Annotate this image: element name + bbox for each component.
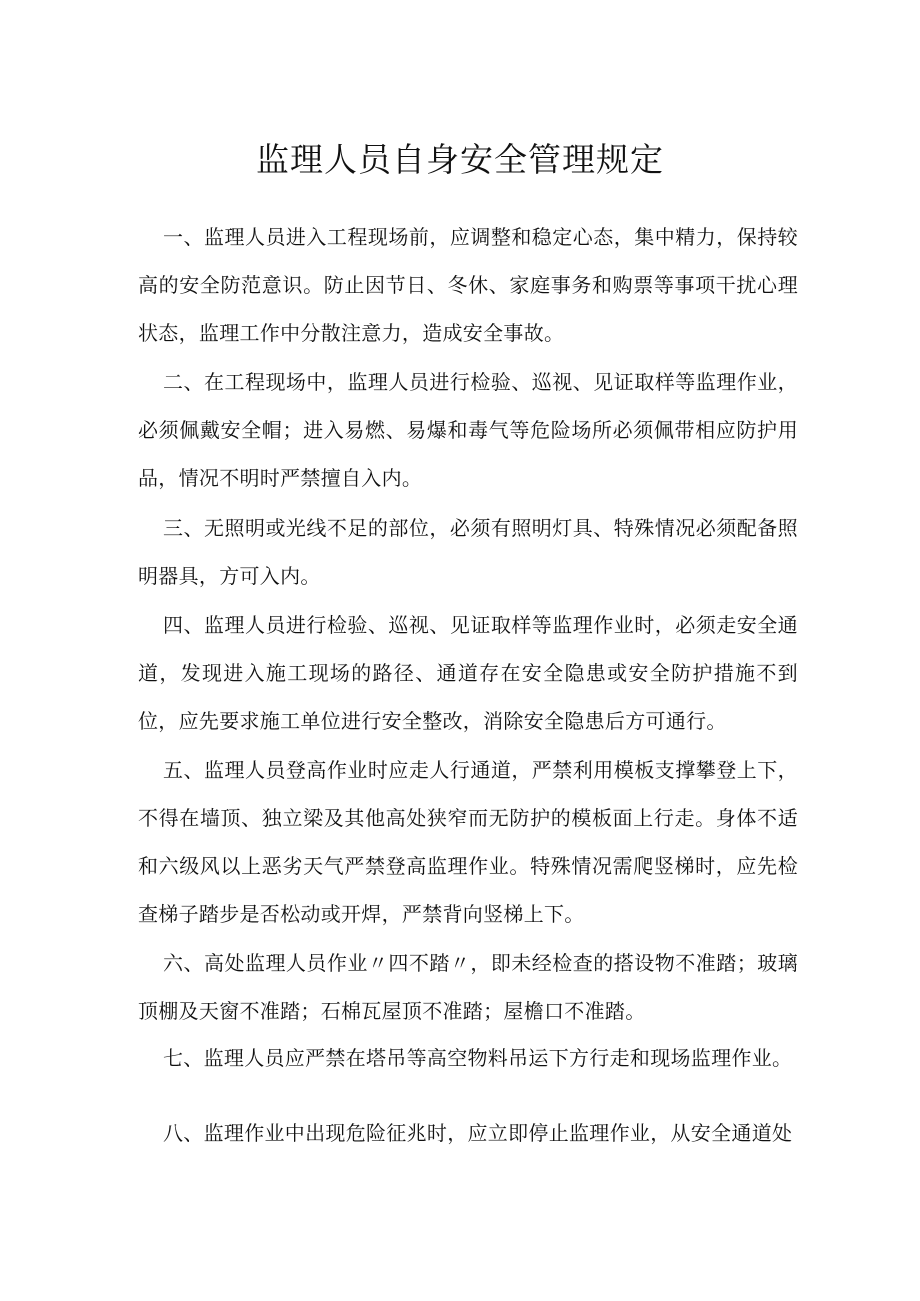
paragraph-1: 一、监理人员进入工程现场前，应调整和稳定心态，集中精力，保持较高的安全防范意识。防止因节日、冬休、家庭事务和购票等事项干扰心理状态，监理工作中分散注意力，造成安全事故。 (138, 225, 798, 345)
document-title: 监理人员自身安全管理规定 (256, 140, 664, 179)
paragraph-5: 五、监理人员登高作业时应走人行通道，严禁利用模板支撑攀登上下，不得在墙顶、独立梁及其他高处狭窄而无防护的模板面上行走。身体不适和六级风以上恶劣天气严禁登高监理作业。特殊情况需爬竖梯时，应先检查梯子踏步是否松动或开焊，严禁背向竖梯上下。 (138, 758, 798, 926)
paragraph-6: 六、高处监理人员作业〃四不踏〃，即未经检查的搭设物不准踏；玻璃顶棚及天窗不准踏；石棉瓦屋顶不准踏；屋檐口不准踏。 (138, 951, 798, 1023)
paragraph-4: 四、监理人员进行检验、巡视、见证取样等监理作业时，必须走安全通道，发现进入施工现场的路径、通道存在安全隐患或安全防护措施不到位，应先要求施工单位进行安全整改，消除安全隐患后方可通行。 (138, 613, 798, 733)
paragraph-8: 八、监理作业中出现危险征兆时，应立即停止监理作业，从安全通道处 (163, 1121, 793, 1145)
paragraph-2: 二、在工程现场中，监理人员进行检验、巡视、见证取样等监理作业，必须佩戴安全帽；进入易燃、易爆和毒气等危险场所必须佩带相应防护用品，情况不明时严禁擅自入内。 (138, 370, 798, 490)
paragraph-7: 七、监理人员应严禁在塔吊等高空物料吊运下方行走和现场监理作业。 (163, 1046, 793, 1070)
paragraph-3: 三、无照明或光线不足的部位，必须有照明灯具、特殊情况必须配备照明器具，方可入内。 (138, 516, 798, 588)
